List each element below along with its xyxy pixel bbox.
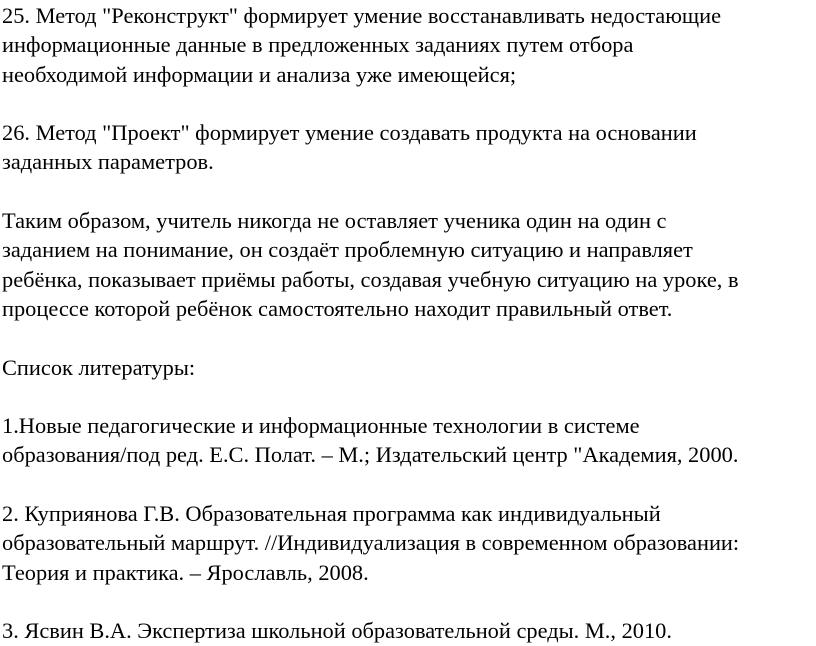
text-line: образовательный маршрут. //Индивидуализация в современном образовании: (2, 530, 740, 556)
text-line: заданных параметров. (2, 149, 214, 175)
text-line: Теория и практика. – Ярославль, 2008. (2, 559, 369, 585)
text-line: образования/под ред. Е.С. Полат. – М.; Издательский центр "Академия, 2000. (2, 442, 739, 468)
text-line: 1.Новые педагогические и информационные технологии в системе (2, 413, 640, 439)
reference-item-3 (2, 616, 816, 645)
text-line: ребёнка, показывает приёмы работы, создавая учебную ситуацию на уроке, в (2, 266, 739, 292)
paragraph-gap (2, 587, 816, 616)
paragraph-item-25 (2, 1, 816, 89)
text-line: 3. Ясвин В.А. Экспертиза школьной образовательной среды. М., 2010. (2, 618, 672, 644)
paragraph-gap (2, 470, 816, 499)
text-line: заданием на понимание, он создаёт проблемную ситуацию и направляет (2, 237, 693, 263)
text-line: Список литературы: (2, 354, 196, 380)
text-line: информационные данные в предложенных заданиях путем отбора (2, 32, 634, 58)
paragraph-gap (2, 382, 816, 411)
text-line: процессе которой ребёнок самостоятельно находит правильный ответ. (2, 295, 673, 321)
text-line: 26. Метод "Проект" формирует умение создавать продукта на основании (2, 120, 697, 146)
text-line: 25. Метод "Реконструкт" формирует умение восстанавливать недостающие (2, 3, 722, 28)
reference-item-2 (2, 499, 816, 587)
paragraph-item-26 (2, 118, 816, 177)
reference-item-1 (2, 411, 816, 470)
paragraph-gap (2, 89, 816, 118)
text-line: необходимой информации и анализа уже имеющейся; (2, 61, 517, 87)
paragraph-gap (2, 323, 816, 352)
references-heading (2, 353, 816, 382)
paragraph-conclusion (2, 206, 816, 323)
paragraph-gap (2, 177, 816, 206)
text-line: 2. Куприянова Г.В. Образовательная программа как индивидуальный (2, 501, 661, 527)
text-line: Таким образом, учитель никогда не оставляет ученика один на один с (2, 208, 667, 234)
document-page (0, 1, 816, 644)
